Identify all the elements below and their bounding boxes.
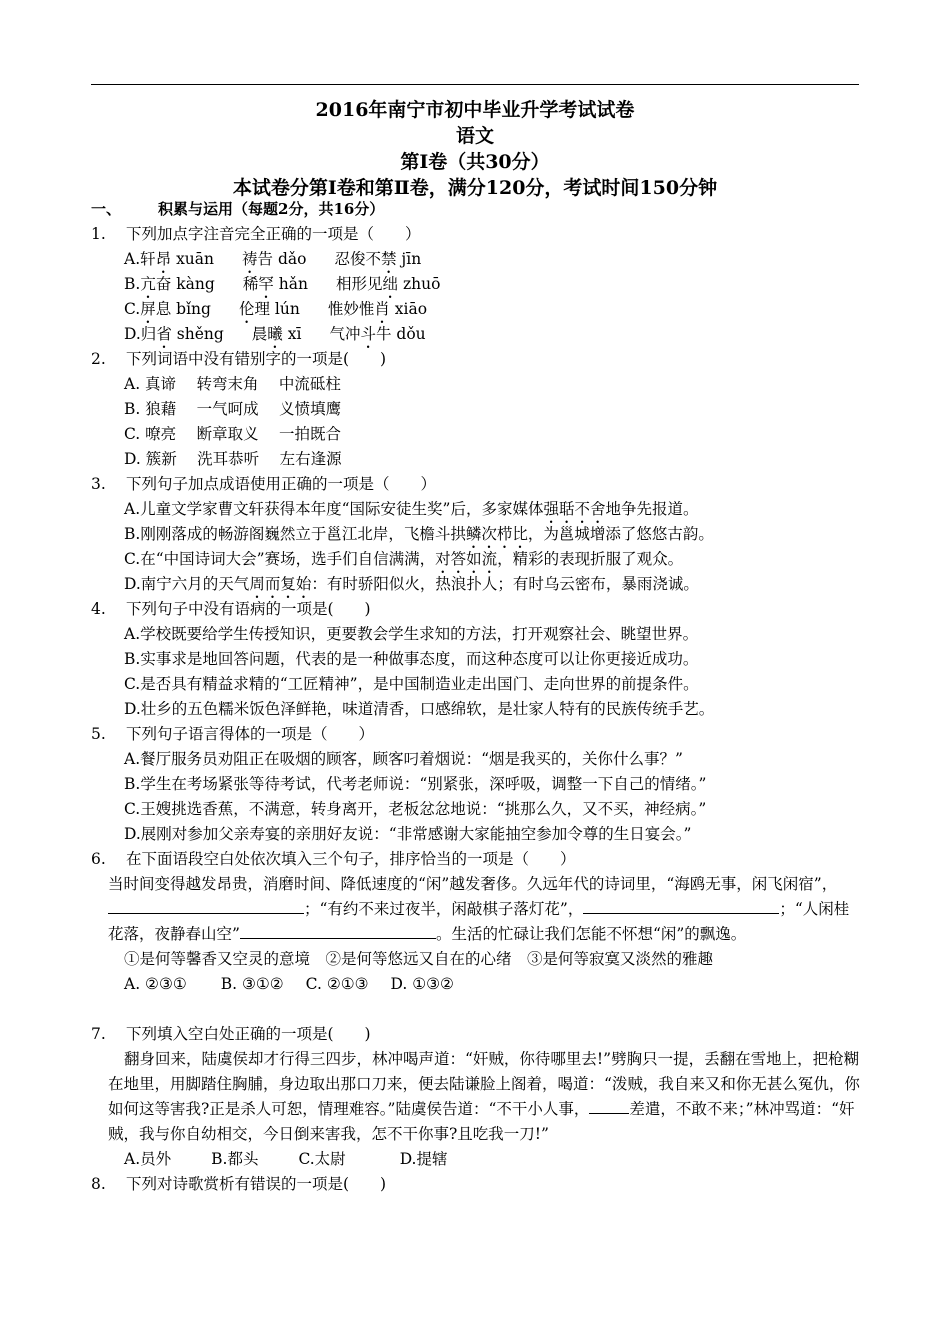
text-segment: A.儿童文学家曹文轩获得本年度“国际安徒生奖”后，多家媒体 [124,500,544,518]
text-segment: 地争先报道。 [605,500,699,518]
text-segment: ；“有约不来过夜半，闲敲棋子落灯花”， [304,900,584,918]
text-segment: xuān [171,250,215,268]
text-segment: 理 lún [254,300,300,318]
fill-blank[interactable] [583,899,779,914]
text-segment: 当时间变得越发昂贵，消磨时间、降低速度的“闲”越发奢侈。久远年代的诗词里，“海鸥无事，闲飞闲宿”， [108,875,838,893]
text-segment: 告 dǎo [257,250,307,268]
text-segment: 翻身回来，陆虞侯却才行得三四步，林冲喝声道：“奸贼，你待哪里去!”劈胸只一提，丢翻在雪地上，把枪糊在地里，用脚踏住胸脯，身边取出那口刀来，便去陆谦脸上阁着，喝道：“泼贼，我自来又和你无甚么冤仇，你如何这等害我?正是杀人可恕，情理难容。”陆虞侯告道：“不干小人事， [108,1050,860,1118]
header-rule [91,84,859,85]
text-segment: C. [124,300,141,318]
text-segment: 。生活的忙碌让我们怎能不怀想“闲”的飘逸。 [435,925,747,943]
question-text: 下列对诗歌赏析有错误的一项是( ) [126,1175,387,1193]
question-4-option-d: D.壮乡的五色糯米饭色泽鲜艳，味道清香，口感绵软，是壮家人特有的民族传统手艺。 [124,700,715,718]
question-text: 下列填入空白处正确的一项是( ) [126,1025,371,1043]
text-segment: 惟妙惟 [327,300,375,318]
text-segment: C. ②①③ [305,975,369,993]
text-segment: 忍俊不 [334,250,381,268]
question-5-option-d: D.展刚对参加父亲寿宴的亲朋好友说：“非常感谢大家能抽空参加令尊的生日宴会。” [124,825,692,843]
text-segment: B.刚刚落成的畅游阁巍然立于邕江北岸，飞檐斗拱 [124,525,466,543]
text-segment: C.太尉 [298,1150,346,1168]
question-2-option-c: C. 嘹亮 断章取义 一拍既合 [124,425,342,443]
question-4-option-b: B.实事求是地回答问题，代表的是一种做事态度，而这种态度可以让你更接近成功。 [124,650,699,668]
text-segment: 强聒不舍 [543,500,606,518]
question-text: 下列句子加点成语使用正确的一项是（ ） [126,475,437,493]
text-segment: 省 [156,325,172,343]
question-number: 8. [91,1175,106,1193]
question-5-stem [91,722,374,746]
question-number: 2. [91,350,106,368]
question-4-stem [91,597,371,621]
question-7-stem [91,1022,371,1046]
question-number: 1. [91,225,106,243]
exam-instructions: 本试卷分第Ⅰ卷和第Ⅱ卷，满分120分，考试时间150分钟 [232,177,718,199]
question-4-option-c: C.是否具有精益求精的“工匠精神”，是中国制造业走出国门、走向世界的前提条件。 [124,675,699,693]
text-segment: 昂 [155,250,172,268]
question-6-stem [91,847,576,871]
question-7-passage [108,1047,860,1147]
text-segment: D.提辖 [399,1150,448,1168]
text-segment: A.员外 [124,1150,172,1168]
text-segment: D.归 [124,325,157,343]
text-segment: B. ③①② [220,975,284,993]
question-5-option-c: C.王嫂挑选香蕉，不满意，转身离开，老板忿忿地说：“挑那么久，又不买，神经病。” [124,800,707,818]
text-segment: ：有时骄阳似火，热浪扑人；有时乌云密布，暴雨浇诚。 [311,575,699,593]
text-segment: hǎn [273,275,308,293]
text-segment: C.在“中国诗词大会”赛场，选手们自信满满， [124,550,436,568]
question-4-option-a: A.学校既要给学生传授知识，更要教会学生求知的方法，打开观察社会、眺望世界。 [124,625,699,643]
question-text: 下列加点字注音完全正确的一项是（ ） [126,225,421,243]
text-segment: 对答如流 [435,550,498,568]
text-segment: 相形见 [335,275,383,293]
question-6-sentences: ①是何等馨香又空灵的意境 ②是何等悠远又自在的心绪 ③是何等寂寞又淡然的雅趣 [124,950,714,968]
question-5-option-a: A.餐厅服务员劝阻正在吸烟的顾客，顾客叼着烟说：“烟是我买的，关你什么事？” [124,750,683,768]
question-text: 下列词语中没有错别字的一项是( ) [126,350,387,368]
text-segment: B.都头 [211,1150,259,1168]
question-5-option-b: B.学生在考场紧张等待考试，代考老师说：“别紧张，深呼吸，调整一下自己的情绪。” [124,775,707,793]
text-segment: 亢 [140,275,156,293]
fill-blank[interactable] [108,899,304,914]
question-text: 下列句子中没有语病的一项是( ) [126,600,371,618]
text-segment: 禁 [380,250,397,268]
text-segment: ；“人闲桂花落，夜静春山空” [108,900,850,943]
text-segment: 奋 kàng [155,275,215,293]
exam-title: 2016年南宁市初中毕业升学考试试卷 [315,99,635,121]
text-segment: xī [282,325,302,343]
question-6-passage [108,872,860,947]
question-2-option-b: B. 狼藉 一气呵成 义愤填鹰 [124,400,342,418]
text-segment: 稀 [242,275,259,293]
question-number: 4. [91,600,106,618]
text-segment: jīn [396,250,422,268]
text-segment: 屏 [140,300,156,318]
question-text: 在下面语段空白处依次填入三个句子，排序恰当的一项是（ ） [126,850,576,868]
section-title: 积累与运用（每题2分，共16分） [158,200,385,218]
volume-title: 第Ⅰ卷（共30分） [400,151,550,173]
question-number: 6. [91,850,106,868]
exam-title-block [91,97,859,201]
text-segment: shěng [171,325,224,343]
text-segment: 绌 [382,275,399,293]
question-8-stem [91,1172,386,1196]
text-segment: 牛 dǒu [375,325,426,343]
text-segment: ，精彩的表现折服了观众。 [497,550,684,568]
text-segment: 晨 [251,325,268,343]
question-1-stem [91,222,421,246]
question-6-options [124,972,454,996]
subject-title: 语文 [455,125,494,147]
question-2-option-d: D. 簇新 洗耳恭听 左右逢源 [124,450,342,468]
text-segment: 鳞次栉比 [465,525,528,543]
text-segment: A. ②③① [124,975,187,993]
text-segment: 肖 [374,300,390,318]
text-segment: 气冲 [329,325,361,343]
text-segment: xiāo [389,300,428,318]
question-number: 5. [91,725,106,743]
text-segment: 息 bǐng [155,300,211,318]
text-segment: 曦 [267,325,283,343]
fill-blank[interactable] [589,1099,629,1114]
question-number: 7. [91,1025,106,1043]
text-segment: zhuō [398,275,441,293]
text-segment: 罕 [258,275,274,293]
question-2-option-a: A. 真谛 转弯末角 中流砥柱 [124,375,341,393]
text-segment: 祷 [242,250,258,268]
question-7-options [124,1147,448,1171]
text-segment: 伦 [238,300,255,318]
fill-blank[interactable] [240,924,436,939]
question-2-stem [91,347,386,371]
text-segment: D. ①③② [390,975,454,993]
text-segment: 斗 [360,325,376,343]
question-3-stem [91,472,436,496]
text-segment: B. [124,275,141,293]
question-number: 3. [91,475,106,493]
text-segment: D.南宁六月的天气 [124,575,250,593]
text-segment: ，为邕城增添了悠悠古韵。 [527,525,714,543]
section-heading [91,197,384,221]
question-text: 下列句子语言得体的一项是（ ） [126,725,375,743]
text-segment: 周而复始 [249,575,312,593]
section-number: 一、 [91,200,122,218]
text-segment: A.轩 [124,250,156,268]
text-segment: 差遣，不敢不来；”林冲骂道：“奸贼，我与你自幼相交，今日倒来害我，怎不干你事?且吃我一刀!” [108,1100,855,1143]
